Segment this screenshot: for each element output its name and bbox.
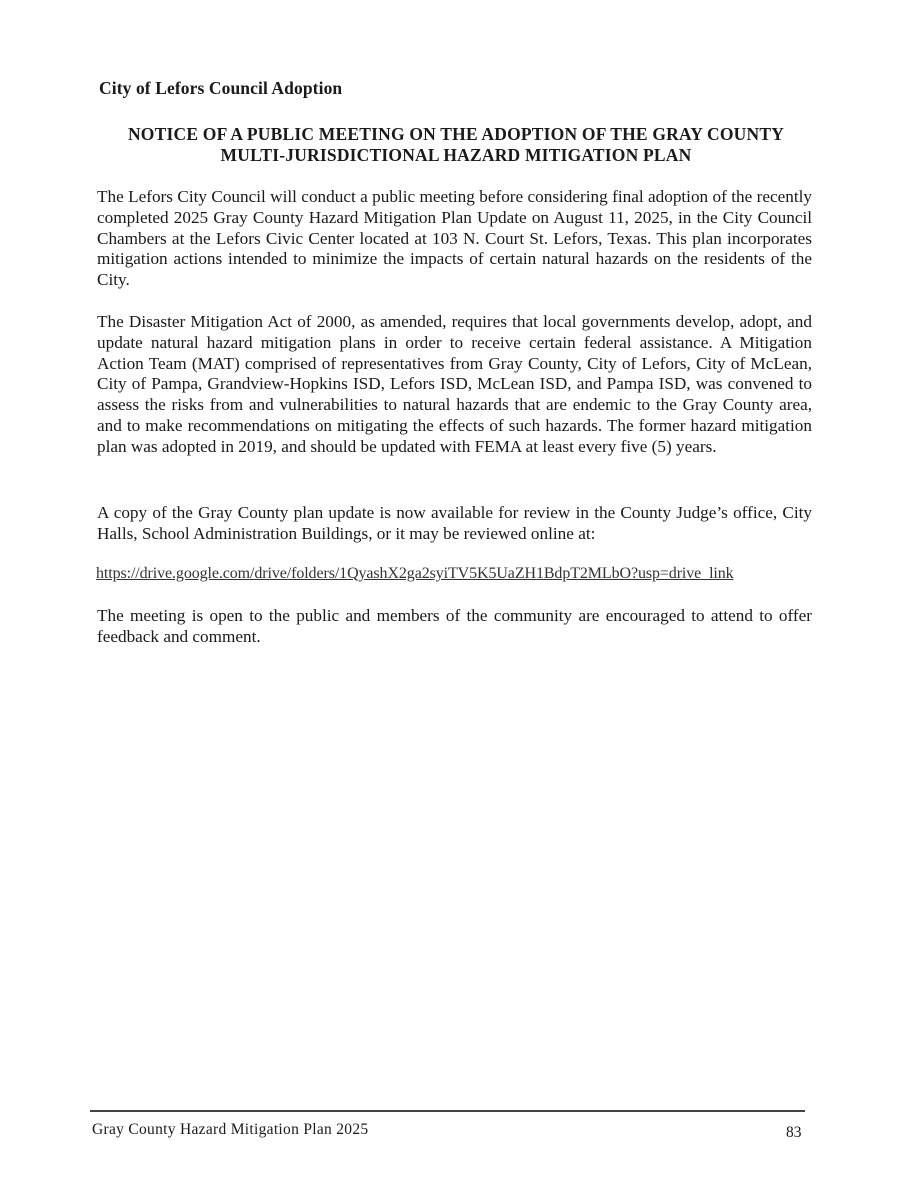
footer-document-title: Gray County Hazard Mitigation Plan 2025 bbox=[92, 1121, 369, 1138]
notice-title bbox=[96, 124, 816, 166]
plan-review-link[interactable]: https://drive.google.com/drive/folders/1QyashX2ga2syiTV5K5UaZH1BdpT2MLbO?usp=drive_link bbox=[96, 565, 734, 582]
section-heading: City of Lefors Council Adoption bbox=[99, 78, 343, 98]
paragraph-plan-availability: A copy of the Gray County plan update is now available for review in the County Judge’s office, City Halls, School Administration Buildings, or it may be reviewed online at: bbox=[97, 503, 812, 543]
footer-page-number: 83 bbox=[786, 1124, 802, 1141]
paragraph-meeting-announcement: The Lefors City Council will conduct a public meeting before considering final adoption of the recently completed 2025 Gray County Hazard Mitigation Plan Update on August 11, 2025, in the City Council Chambers at the Lefors Civic Center located at 103 N. Court St. Lefors, Texas. This plan incorporates mitigation actions intended to minimize the impacts of certain natural hazards on the residents of the City. bbox=[97, 187, 812, 290]
footer-divider bbox=[90, 1110, 805, 1112]
notice-title-line-1: NOTICE OF A PUBLIC MEETING ON THE ADOPTION OF THE GRAY COUNTY bbox=[127, 124, 785, 144]
paragraph-public-invitation: The meeting is open to the public and members of the community are encouraged to attend to offer feedback and comment. bbox=[97, 606, 812, 646]
paragraph-disaster-mitigation-act: The Disaster Mitigation Act of 2000, as amended, requires that local governments develop, adopt, and update natural hazard mitigation plans in order to receive certain federal assistance. A Mitigation Action Team (MAT) comprised of representatives from Gray County, City of Lefors, City of McLean, City of Pampa, Grandview-Hopkins ISD, Lefors ISD, McLean ISD, and Pampa ISD, was convened to assess the risks from and vulnerabilities to natural hazards that are endemic to the Gray County area, and to make recommendations on mitigating the effects of such hazards. The former hazard mitigation plan was adopted in 2019, and should be updated with FEMA at least every five (5) years. bbox=[97, 312, 812, 456]
notice-title-line-2: MULTI-JURISDICTIONAL HAZARD MITIGATION PLAN bbox=[220, 145, 692, 165]
